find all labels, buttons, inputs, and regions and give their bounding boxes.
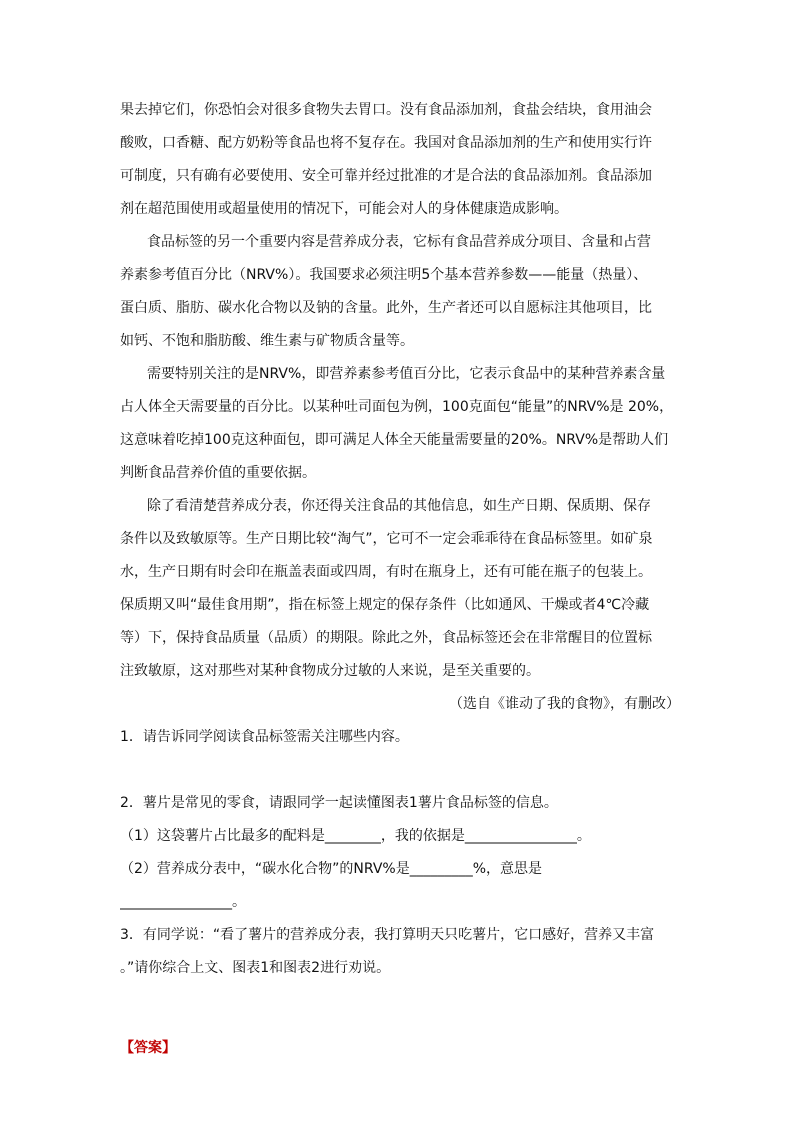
paragraph-1-line-3: 可制度，只有确有必要使用、安全可靠并经过批准的才是合法的食品添加剂。食品添加 [120,168,652,184]
paragraph-4-line-6: 注致敏原，这对那些对某种食物成分过敏的人来说，是至关重要的。 [120,663,540,679]
paragraph-4-line-4: 保质期又叫“最佳食用期”，指在标签上规定的保存条件（比如通风、干燥或者4℃冷藏 [120,597,650,613]
paragraph-2-line-2: 养素参考值百分比（NRV%）。我国要求必须注明5个基本营养参数——能量（热量）、 [120,267,648,283]
paragraph-2-line-1: 食品标签的另一个重要内容是营养成分表，它标有食品营养成分项目、含量和占营 [147,234,651,250]
source-citation: （选自《谁动了我的食物》，有删改） [449,696,680,712]
question-2-part-2: （2）营养成分表中，“碳水化合物”的NRV%是_________%，意思是 [120,861,543,877]
paragraph-1-line-4: 剂在超范围使用或超量使用的情况下，可能会对人的身体健康造成影响。 [120,201,568,217]
paragraph-3-line-2: 占人体全天需要量的百分比。以某种吐司面包为例，100克面包“能量”的NRV%是 20%， [120,399,674,415]
paragraph-1-line-2: 酸败，口香糖、配方奶粉等食品也将不复存在。我国对食品添加剂的生产和使用实行许 [120,135,652,151]
question-2-part-1: （1）这袋薯片占比最多的配料是________，我的依据是________________。 [120,828,591,844]
paragraph-3-line-4: 判断食品营养价值的重要依据。 [120,465,316,481]
paragraph-2-line-4: 如钙、不饱和脂肪酸、维生素与矿物质含量等。 [120,333,414,349]
question-2-part-2-blank: ________________。 [120,894,246,910]
paragraph-3-line-3: 这意味着吃掉100克这种面包，即可满足人体全天能量需要量的20%。NRV%是帮助人们 [120,432,669,448]
paragraph-1-line-1: 果去掉它们，你恐怕会对很多食物失去胃口。没有食品添加剂，食盐会结块，食用油会 [120,102,652,118]
question-3-line-1: 3．有同学说：“看了薯片的营养成分表，我打算明天只吃薯片，它口感好，营养又丰富 [120,927,655,943]
paragraph-2-line-3: 蛋白质、脂肪、碳水化合物以及钠的含量。此外，生产者还可以自愿标注其他项目，比 [120,300,652,316]
paragraph-4-line-5: 等）下，保持食品质量（品质）的期限。除此之外，食品标签还会在非常醒目的位置标 [120,630,652,646]
question-1: 1．请告诉同学阅读食品标签需关注哪些内容。 [120,729,409,745]
question-2: 2．薯片是常见的零食，请跟同学一起读懂图表1薯片食品标签的信息。 [120,795,558,811]
question-3-line-2: 。”请你综合上文、图表1和图表2进行劝说。 [120,960,391,976]
paragraph-4-line-1: 除了看清楚营养成分表，你还得关注食品的其他信息，如生产日期、保质期、保存 [147,498,651,514]
answer-label: 【答案】 [120,1040,176,1056]
paragraph-4-line-3: 水，生产日期有时会印在瓶盖表面或四周，有时在瓶身上，还有可能在瓶子的包装上。 [120,564,652,580]
paragraph-3-line-1: 需要特别关注的是NRV%，即营养素参考值百分比，它表示食品中的某种营养素含量 [147,366,666,382]
paragraph-4-line-2: 条件以及致敏原等。生产日期比较“淘气”，它可不一定会乖乖待在食品标签里。如矿泉 [120,531,653,547]
